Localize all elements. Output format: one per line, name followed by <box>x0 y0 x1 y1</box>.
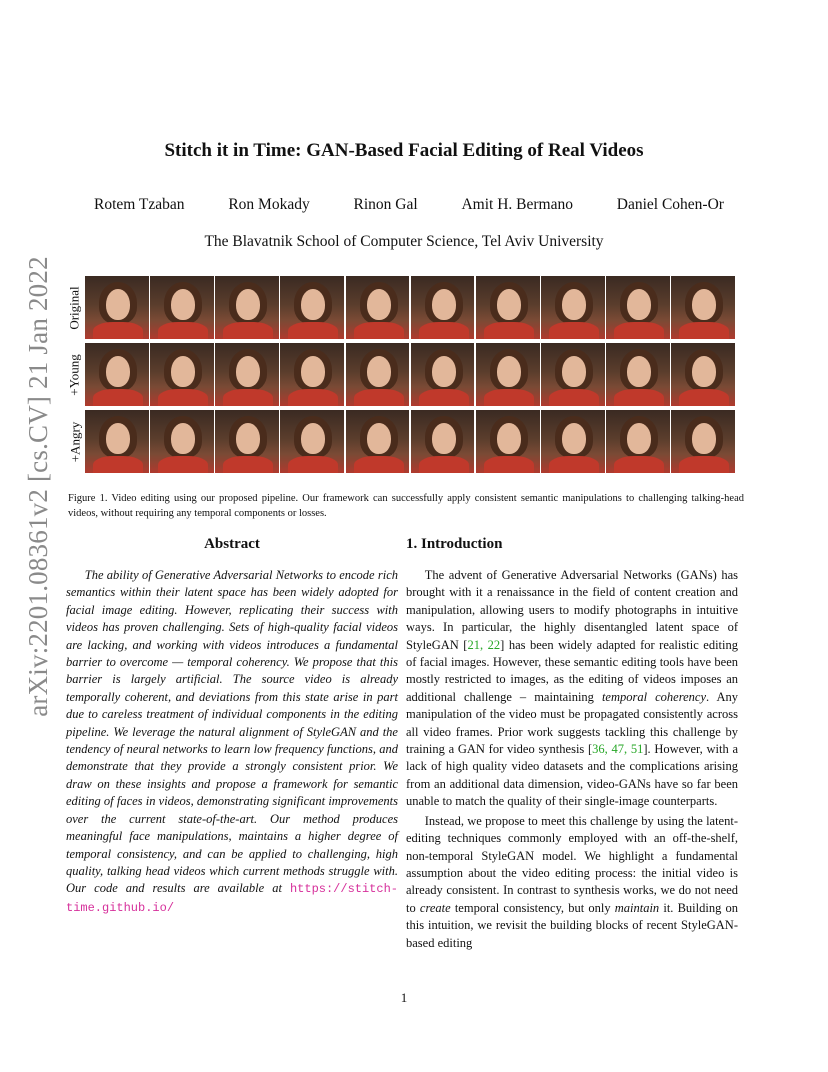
affiliation: The Blavatnik School of Computer Science, Tel Aviv University <box>204 233 604 250</box>
video-frame-thumbnail <box>671 410 735 473</box>
frame-body <box>93 322 143 339</box>
project-url-link[interactable]: https://stitch-time.github.io/ <box>66 882 398 915</box>
frame-body <box>679 389 729 406</box>
emphasis: maintain <box>614 900 660 915</box>
frame-face <box>106 289 130 320</box>
video-frame-thumbnail <box>541 276 605 339</box>
video-frame-thumbnail <box>280 410 344 473</box>
frame-body <box>288 322 338 339</box>
abstract-column <box>66 530 398 917</box>
frame-face <box>301 423 325 454</box>
frame-body <box>419 456 469 473</box>
frame-face <box>236 289 260 320</box>
author-name: Rotem Tzaban <box>94 196 185 213</box>
frame-body <box>679 322 729 339</box>
figure-row-angry <box>65 410 737 473</box>
frame-body <box>484 389 534 406</box>
video-frame-thumbnail <box>346 343 410 406</box>
frame-body <box>223 456 273 473</box>
frame-face <box>432 356 456 387</box>
abstract-body: The ability of Generative Adversarial Networks to encode rich semantics within their latent space has been widely adopted for facial image editing. However, replicating their success with videos has proven challenging. Sets of high-quality facial videos are lacking, and working with videos introduces a fundamental barrier to overcome — temporal coherency. We propose that this barrier is largely artificial. The source video is already temporally coherent, and deviations from this state arise in part due to careless treatment of individual components in the editing pipeline. We leverage the natural alignment of StyleGAN and the tendency of neural networks to learn low frequency functions, and demonstrate that they provide a strongly consistent prior. We draw on these insights and propose a framework for semantic editing of faces in videos, demonstrating significant improvements over the current state-of-the-art. Our method produces meaningful face manipulations, maintains a higher degree of temporal consistency, and can be applied to challenging, high quality, talking head videos which current methods struggle with. Our code and results are available at <box>66 568 398 896</box>
frame-body <box>288 389 338 406</box>
text-run: temporal consistency, but only <box>450 900 615 915</box>
intro-paragraph-2 <box>406 813 738 952</box>
frame-face <box>562 289 586 320</box>
emphasis: temporal coherency <box>601 689 707 704</box>
frame-face <box>236 356 260 387</box>
frame-body <box>93 389 143 406</box>
frame-body <box>549 389 599 406</box>
video-frame-thumbnail <box>150 276 214 339</box>
abstract-heading: Abstract <box>204 536 260 552</box>
frame-body <box>93 456 143 473</box>
abstract-text <box>66 567 398 917</box>
video-frame-thumbnail <box>411 343 475 406</box>
video-frame-thumbnail <box>411 276 475 339</box>
paper-title: Stitch it in Time: GAN-Based Facial Editing of Real Videos <box>164 140 644 161</box>
frame-body <box>354 389 404 406</box>
author-name: Daniel Cohen-Or <box>616 196 724 213</box>
row-label: Original <box>67 285 83 330</box>
video-frame-thumbnail <box>411 410 475 473</box>
figure-row-original <box>65 276 737 339</box>
frame-body <box>223 389 273 406</box>
video-frame-thumbnail <box>606 410 670 473</box>
row-label: +Young <box>67 353 83 396</box>
text-run: ]. However, with a lack of high quality video datasets and the complications arising from an additional data dimension, video-GANs have so far been unable to match the quality of their single-image counterparts. <box>406 742 739 809</box>
frame-face <box>367 289 391 320</box>
frame-face <box>627 289 651 320</box>
video-frame-thumbnail <box>606 343 670 406</box>
text-run: Instead, we propose to meet this challenge by using the latent-editing techniques commonly employed with an off-the-shelf, non-temporal StyleGAN model. We highlight a fundamental assumption about the video editing process: the initial video is already consistent. In contrast to synthesis works, we do not need to <box>406 813 738 915</box>
row-label: +Angry <box>67 421 82 462</box>
frame-body <box>158 389 208 406</box>
text-run: . Any manipulation of the video must be propagated consistently across all video frames. Prior work suggests tackling this challenge by training a GAN for video synthesis [ <box>406 689 739 757</box>
frame-body <box>354 322 404 339</box>
frame-body <box>614 456 664 473</box>
frame-body <box>484 456 534 473</box>
emphasis: create <box>419 900 451 915</box>
frame-face <box>627 423 651 454</box>
video-frame-thumbnail <box>541 410 605 473</box>
video-frame-thumbnail <box>671 343 735 406</box>
frame-face <box>562 423 586 454</box>
page-number: 1 <box>400 990 408 1005</box>
text-run: The advent of Generative Adversarial Networks (GANs) has brought with it a renaissance in the field of content creation and manipulation, allowing users to modify photographs in intuitive ways. In particular, the highly disentangled latent space of StyleGAN [ <box>406 568 738 652</box>
video-frame-thumbnail <box>150 410 214 473</box>
frame-body <box>679 456 729 473</box>
frame-face <box>367 423 391 454</box>
video-frame-thumbnail <box>85 276 149 339</box>
video-frame-thumbnail <box>215 343 279 406</box>
arxiv-stamp <box>20 255 56 717</box>
frame-body <box>158 322 208 339</box>
video-frame-thumbnail <box>346 276 410 339</box>
video-frame-thumbnail <box>85 410 149 473</box>
frame-body <box>614 389 664 406</box>
frame-strip <box>85 410 735 473</box>
frame-strip <box>85 343 735 406</box>
frame-body <box>614 322 664 339</box>
frame-face <box>106 356 130 387</box>
frame-face <box>301 356 325 387</box>
author-name: Rinon Gal <box>353 196 418 213</box>
frame-body <box>419 322 469 339</box>
frame-face <box>367 356 391 387</box>
figure-caption: Figure 1. Video editing using our proposed pipeline. Our framework can successfully apply consistent semantic manipulations to challenging talking-head videos, without requiring any temporal components or losses. <box>68 493 744 519</box>
video-frame-thumbnail <box>671 276 735 339</box>
frame-face <box>106 423 130 454</box>
frame-face <box>562 356 586 387</box>
video-frame-thumbnail <box>606 276 670 339</box>
introduction-column <box>406 530 738 952</box>
video-frame-thumbnail <box>150 343 214 406</box>
video-frame-thumbnail <box>476 276 540 339</box>
video-frame-thumbnail <box>476 410 540 473</box>
author-name: Ron Mokady <box>228 196 310 213</box>
frame-face <box>627 356 651 387</box>
text-run: ] has been widely adapted for realistic editing of facial images. However, these semantic editing tools have been mostly restricted to images, as the editing of videos imposes an additional challenge – maintaining <box>406 637 738 704</box>
teaser-figure <box>65 276 737 476</box>
frame-face <box>432 289 456 320</box>
frame-body <box>419 389 469 406</box>
intro-paragraph-1 <box>406 567 738 811</box>
video-frame-thumbnail <box>215 276 279 339</box>
video-frame-thumbnail <box>85 343 149 406</box>
frame-body <box>549 322 599 339</box>
frame-face <box>692 423 716 454</box>
author-list <box>94 196 724 214</box>
frame-body <box>158 456 208 473</box>
video-frame-thumbnail <box>280 276 344 339</box>
frame-face <box>171 356 195 387</box>
frame-body <box>549 456 599 473</box>
frame-face <box>171 289 195 320</box>
video-frame-thumbnail <box>541 343 605 406</box>
introduction-heading: 1. Introduction <box>406 536 503 552</box>
video-frame-thumbnail <box>280 343 344 406</box>
author-name: Amit H. Bermano <box>461 196 573 213</box>
citation-link[interactable]: 36, 47, 51 <box>592 742 644 757</box>
video-frame-thumbnail <box>476 343 540 406</box>
frame-face <box>236 423 260 454</box>
video-frame-thumbnail <box>346 410 410 473</box>
frame-face <box>432 423 456 454</box>
frame-face <box>497 423 521 454</box>
figure-row-young <box>65 343 737 406</box>
frame-body <box>223 322 273 339</box>
frame-body <box>484 322 534 339</box>
citation-link[interactable]: 21, 22 <box>467 637 501 652</box>
frame-face <box>301 289 325 320</box>
frame-face <box>497 289 521 320</box>
frame-strip <box>85 276 735 339</box>
frame-body <box>288 456 338 473</box>
frame-face <box>171 423 195 454</box>
arxiv-identifier: arXiv:2201.08361v2 [cs.CV] 21 Jan 2022 <box>22 255 53 717</box>
frame-body <box>354 456 404 473</box>
video-frame-thumbnail <box>215 410 279 473</box>
frame-face <box>497 356 521 387</box>
frame-face <box>692 289 716 320</box>
frame-face <box>692 356 716 387</box>
text-run: it. Building on this intuition, we revisit the building blocks of recent StyleGAN-based editing <box>406 900 738 950</box>
